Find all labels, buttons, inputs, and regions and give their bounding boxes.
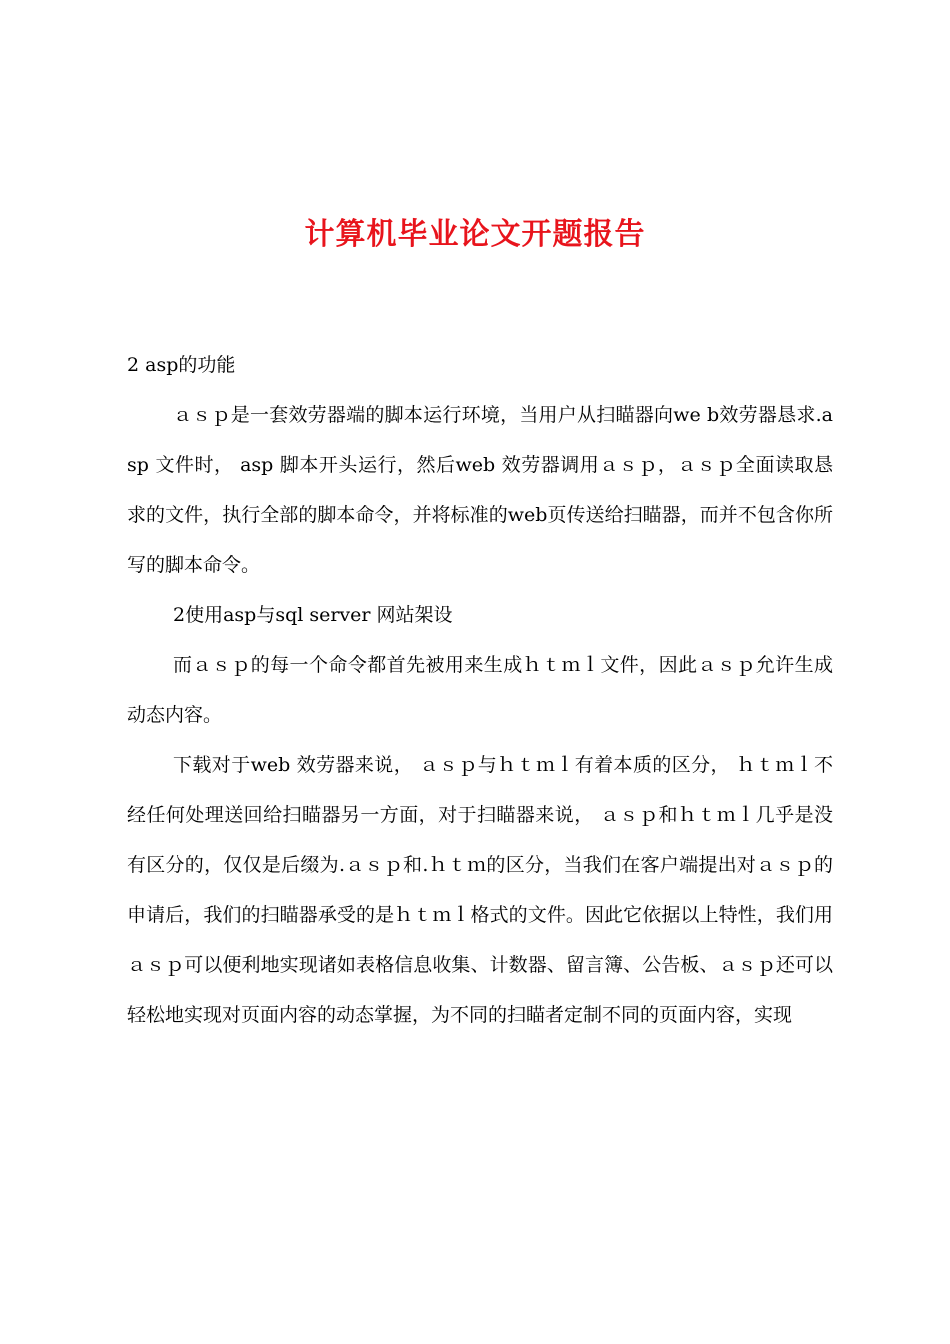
body-paragraph: ａｓｐ是一套效劳器端的脚本运行环境，当用户从扫瞄器向we b效劳器恳求.asp 文件时， asp 脚本开头运行，然后web 效劳器调用ａｓｐ，ａｓｐ全面读取恳求的文件，执行全部的脚本命令，并将标准的web页传送给扫瞄器，而并不包含你所写的脚本命令。 <box>127 404 833 576</box>
section-heading: 2 asp的功能 <box>127 354 236 376</box>
body-paragraph: 而ａｓｐ的每一个命令都首先被用来生成ｈｔｍｌ文件，因此ａｓｐ允许生成动态内容。 <box>127 654 833 726</box>
body-paragraph: 下载对于web 效劳器来说， ａｓｐ与ｈｔｍｌ有着本质的区分， ｈｔｍｌ不经任何处理送回给扫瞄器另一方面，对于扫瞄器来说， ａｓｐ和ｈｔｍｌ几乎是没有区分的，仅仅是后缀为.ａｓｐ和.ｈｔｍ的区分，当我们在客户端提出对ａｓｐ的申请后，我们的扫瞄器承受的是ｈｔｍｌ格式的文件。因此它依据以上特性，我们用ａｓｐ可以便利地实现诸如表格信息收集、计数器、留言簿、公告板、ａｓｐ还可以轻松地实现对页面内容的动态掌握，为不同的扫瞄者定制不同的页面内容，实现 <box>127 754 833 1026</box>
document-title: 计算机毕业论文开题报告 <box>304 217 646 252</box>
document-body <box>127 340 833 1040</box>
subsection-heading: 2使用asp与sql server 网站架设 <box>173 604 453 626</box>
